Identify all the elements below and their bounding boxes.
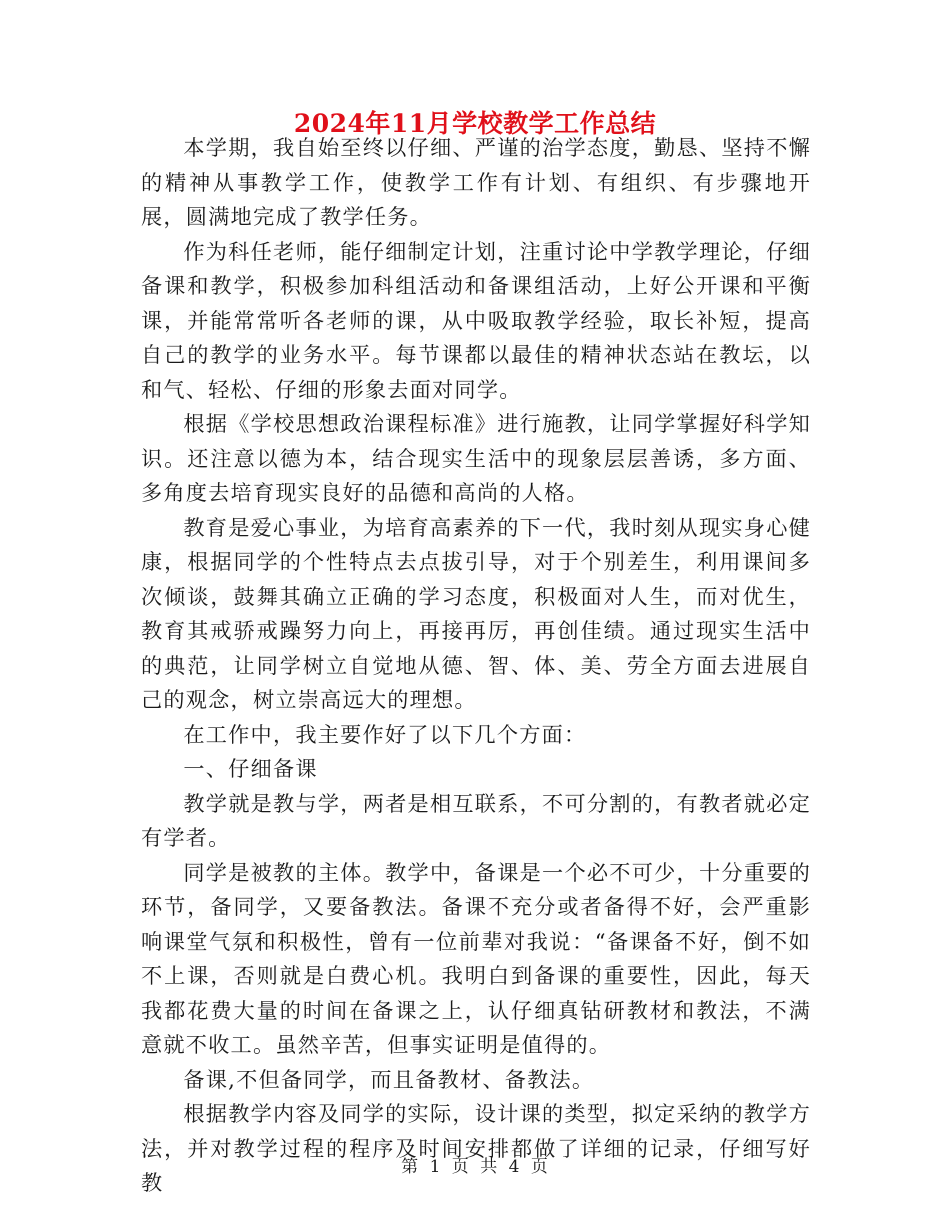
footer-suffix: 页 <box>530 1157 549 1177</box>
footer-page-word: 页 <box>451 1157 470 1177</box>
paragraph: 同学是被教的主体。教学中，备课是一个必不可少，十分重要的环节，备同学，又要备教法。备课不充分或者备得不好，会严重影响课堂气氛和积极性，曾有一位前辈对我说：“备课备不好，倒不如不上课，否则就是白费心机。我明白到备课的重要性，因此，每天我都花费大量的时间在备课之上，认仔细真钻研教材和教法，不满意就不收工。虽然辛苦，但事实证明是值得的。 <box>141 859 811 1057</box>
paragraph: 教学就是教与学，两者是相互联系，不可分割的，有教者就必定有学者。 <box>141 790 811 850</box>
paragraph: 根据教学内容及同学的实际，设计课的类型，拟定采纳的教学方法，并对教学过程的程序及时间安排都做了详细的记录，仔细写好教 <box>141 1101 811 1195</box>
paragraph: 作为科任老师，能仔细制定计划，注重讨论中学教学理论，仔细备课和教学，积极参加科组活动和备课组活动，上好公开课和平衡课，并能常常听各老师的课，从中吸取教学经验，取长补短，提高自己的教学的业务水平。每节课都以最佳的精神状态站在教坛，以和气、轻松、仔细的形象去面对同学。 <box>141 238 811 402</box>
paragraph: 本学期，我自始至终以仔细、严谨的治学态度，勤恳、坚持不懈的精神从事教学工作，使教学工作有计划、有组织、有步骤地开展，圆满地完成了教学任务。 <box>141 135 811 229</box>
section-heading: 一、仔细备课 <box>183 756 318 781</box>
current-page-number: 1 <box>429 1157 442 1177</box>
paragraph: 备课,不但备同学，而且备教材、备教法。 <box>183 1066 595 1092</box>
paragraph: 根据《学校思想政治课程标准》进行施教，让同学掌握好科学知识。还注意以德为本，结合现实生活中的现象层层善诱，多方面、多角度去培育现实良好的品德和高尚的人格。 <box>141 411 811 505</box>
footer-prefix: 第 <box>401 1157 420 1177</box>
page-footer <box>0 1155 950 1179</box>
total-pages-number: 4 <box>508 1157 521 1177</box>
paragraph: 在工作中，我主要作好了以下几个方面： <box>183 721 587 747</box>
document-title: 2024年11月学校教学工作总结 <box>293 109 657 138</box>
paragraph: 教育是爱心事业，为培育高素养的下一代，我时刻从现实身心健康，根据同学的个性特点去点拔引导，对于个别差生，利用课间多次倾谈，鼓舞其确立正确的学习态度，积极面对人生，而对优生，教育其戒骄戒躁努力向上，再接再厉，再创佳绩。通过现实生活中的典范，让同学树立自觉地从德、智、体、美、劳全方面去进展自己的观念，树立崇高远大的理想。 <box>141 514 811 712</box>
document-body <box>141 131 811 1201</box>
footer-total-word: 共 <box>480 1157 499 1177</box>
